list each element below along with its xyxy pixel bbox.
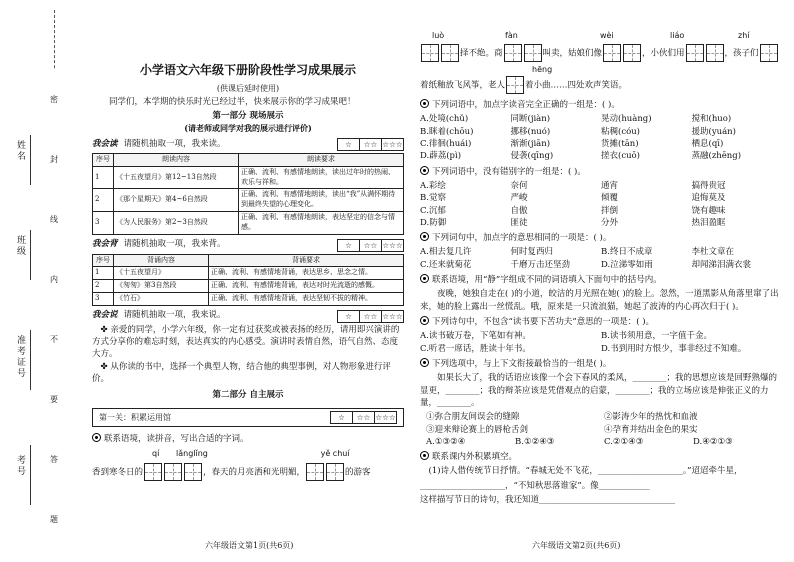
- q7-items: ①弥合朋友间误会的缝隙 ②影涛少年的热忱和血液 ③迎来辩论赛上的唇枪舌剑 ④孕育并结出金色的果实: [426, 412, 698, 435]
- table-row: 2 《匆匆》第3自然段 正确、流利、有感情地背诵，表达对时光流逝的感慨。: [93, 280, 404, 293]
- seal-words: 密 封 线 内 不 要 答 题: [47, 70, 61, 550]
- read-instr: 请随机抽取一项，我来读。: [123, 138, 226, 149]
- answer-grid[interactable]: [623, 44, 641, 62]
- part1-title: 第一部分 现场展示: [212, 110, 284, 121]
- q8-line-3: 这样描写节日的诗句，我还知道________________________________: [420, 495, 676, 506]
- table-header: 背诵要求: [209, 254, 404, 267]
- star-3[interactable]: ☆☆☆: [375, 413, 396, 423]
- table-header: 朗读内容: [114, 153, 239, 166]
- name-label: 姓名: [15, 140, 25, 162]
- table-header: 序号: [93, 153, 114, 166]
- star-3[interactable]: ☆☆☆: [382, 311, 403, 321]
- bullet-icon: [420, 316, 429, 325]
- question-8: 联系课内外积累填空。: [420, 450, 782, 463]
- q3-options: A.彩绘 奈何 通宵 搞得贵冠 B.觉察 严峻 倾覆 追悔莫及 C.沉郁 自傲 拌倒 饶有趣味 D.防御 匪徒 分外 热泪盈眶: [420, 180, 726, 228]
- pinyin: qí: [152, 448, 160, 458]
- stage-rating[interactable]: [330, 411, 397, 424]
- star-3[interactable]: ☆☆☆: [382, 240, 403, 250]
- answer-grid[interactable]: [144, 463, 162, 481]
- bullet-icon: [420, 358, 429, 367]
- pinyin: luò: [432, 31, 445, 40]
- read-section-header: [92, 138, 404, 151]
- question-1: 联系语境，读拼音，写出合适的字词。: [92, 432, 404, 446]
- star-2[interactable]: ☆☆: [359, 240, 381, 251]
- q8-line-2: ____________________，“不知秋思落谁家”。像____________: [420, 480, 650, 491]
- answer-grid[interactable]: [421, 44, 439, 62]
- q4-options: A.相去复几许 何时复西归 B.终日不成章 李杜文章在 C.还来就菊花 千磨万击还坚劲 D.泣涕零如雨 却闻涕泪满衣裳: [420, 247, 752, 270]
- recite-rating[interactable]: [337, 239, 404, 252]
- answer-grid[interactable]: [164, 463, 182, 481]
- pinyin: fàn: [505, 31, 518, 40]
- class-label: 班级: [15, 235, 25, 257]
- bullet-icon: [420, 232, 429, 241]
- bullet-icon: [420, 451, 429, 460]
- star-2[interactable]: ☆☆: [359, 311, 381, 322]
- table-header: 朗读要求: [239, 153, 404, 166]
- right-footer: 六年级语文第2页(共6页): [532, 541, 621, 550]
- q8-line-1: (1)诗人借传统节日抒情。“春城无处不飞花，____________________。”迢迢牵牛星，: [428, 466, 743, 477]
- question-5: 联系语境，用“静”字组成不同的词语填入下面句中的括号内。: [420, 273, 782, 286]
- answer-grid[interactable]: [326, 463, 344, 481]
- exam-no-label: 考号: [15, 455, 25, 477]
- recite-section-header: [92, 239, 404, 252]
- question-4: 下列词句中，加点字的意思相同的一项是：( )。: [420, 231, 782, 244]
- star-1[interactable]: ☆: [345, 311, 352, 321]
- fill-line-1: 择不绝。商 叫卖，姑娘们像 ，小伙们用 ，孩子们: [420, 44, 782, 62]
- answer-grid[interactable]: [706, 44, 724, 62]
- pinyin: yě chuí: [320, 448, 350, 458]
- star-1[interactable]: ☆: [345, 240, 352, 250]
- table-row: 3 《竹石》 正确、流利、有感情地背诵，表达坚韧不拔的精神。: [93, 292, 404, 305]
- star-3[interactable]: ☆☆☆: [382, 139, 403, 149]
- right-page: [420, 28, 782, 508]
- table-row: 3 《为人民服务》第2~3自然段 正确、流利、有感情地朗读，表达坚定的信念与情感。: [93, 211, 404, 234]
- name-line: [30, 135, 31, 185]
- table-row: 1 《十五夜望月》第12~13自然段 正确、流利、有感情地朗读，读出过年时的热闹、欢乐与祥和。: [93, 166, 404, 189]
- table-row: 1 《十五夜望月》 正确、流利、有感情地背诵，表达思乡、思念之情。: [93, 267, 404, 280]
- q1-sentence: 香到寒冬日的 ，春天的月亮洒和光明媚， 的游客: [92, 463, 404, 481]
- bullet-icon: [420, 166, 429, 175]
- part2-title: 第二部分 自主展示: [212, 390, 284, 401]
- speak-rating[interactable]: [337, 310, 404, 323]
- exam-no-line: [30, 445, 31, 505]
- pinyin: zhí: [738, 31, 750, 40]
- speak-section-header: [92, 310, 404, 323]
- question-7: 下列选项中，与上下文衔接最恰当的一组是( )。: [420, 357, 782, 370]
- recite-label: 我会背: [92, 239, 118, 250]
- pinyin: liáo: [670, 31, 685, 40]
- page-subtitle: (供课后延时使用): [216, 83, 280, 93]
- star-1[interactable]: ☆: [338, 413, 345, 423]
- q7-text: 如果长大了，我的话语应该像一个会下春风的柔风，________；我的思想应该是回野熟爆的显更，________；我的辩茶应该是凭借观点的启蒙，________；我的立场应该是伸张正义的力量，________。: [420, 373, 778, 408]
- star-1[interactable]: ☆: [345, 139, 352, 149]
- pinyin: hēng: [532, 65, 553, 74]
- stage-box: [92, 408, 404, 427]
- question-6: 下列诗句中，不包含“读书要下苦功夫”意思的一项是：( )。: [420, 315, 782, 328]
- pinyin: lǎnglǐng: [176, 448, 208, 458]
- answer-grid[interactable]: [184, 463, 202, 481]
- speak-item-2: ✤ 从你读的书中，选择一个典型人物，结合他的典型事例，对人物形象进行评价。: [92, 362, 391, 385]
- part1-note: (请老师或同学对我的展示进行评价): [184, 122, 312, 133]
- intro-text: 同学们，本学期的快乐时光已经过半，快来展示你的学习成果吧！: [109, 96, 356, 107]
- left-footer: 六年级语文第1页(共6页): [205, 541, 294, 550]
- q7-options: A.①③②④ B.①②④③ C.②①④③ D.④②①③: [426, 436, 733, 447]
- question-3: 下列词语中，没有错别字的一组是：( )。: [420, 165, 782, 178]
- table-header: 背诵内容: [114, 254, 209, 267]
- page-title: 小学语文六年级下册阶段性学习成果展示: [139, 63, 356, 77]
- q2-options: A.处境(chǔ) 同断(jiàn) 晃动(huàng) 搅和(huo) B.眯着(chōu) 挪移(nuó) 粘稠(cóu) 援助(yuán) C.徘徊(huái) 渐渐(jiān) 货摊(tān) 栖息(qī) D.薜荔(pì) 侵袭(qīng) 搓衣(cuō) 蒸融(zhēng): [420, 114, 742, 162]
- table-header: 序号: [93, 254, 114, 267]
- bullet-icon: [92, 433, 101, 442]
- fill-line-2: 着纸釉放飞风筝，老人 着小曲……四处欢声笑语。: [420, 76, 782, 94]
- read-rating[interactable]: [337, 138, 404, 151]
- class-line: [30, 230, 31, 280]
- answer-grid[interactable]: [524, 44, 542, 62]
- heng-pinyin-row: [420, 64, 782, 74]
- q5-text: 夜晚，她独自走在( )的小道，皎洁的月光照在她( )的脸上。忽然，一道黑影从角落里窜了出来，她的脸上露出一丝慌乱。哦，原来是一只流浪猫，她起了波涛的内心再次归于( )。: [420, 289, 779, 312]
- answer-grid[interactable]: [603, 44, 621, 62]
- answer-grid[interactable]: [506, 76, 524, 94]
- speak-item-1: ✤ 亲爱的同学，小学六年级，你一定有过获奖或被表扬的经历，请用即兴演讲的方式分享你的难忘时刻，表达真实的内心感受。演讲时表情自然，语气自然、态度大方。: [92, 324, 400, 359]
- read-label: 我会读: [92, 138, 118, 149]
- recite-table: [92, 254, 404, 306]
- speak-label: 我会说: [92, 310, 118, 321]
- recite-instr: 请随机抽取一项，我来背。: [123, 239, 226, 250]
- table-row: 2 《那个星期天》第4~6自然段 正确、流利、有感情地朗读，读出“我”从满怀期待到最终失望的心理变化。: [93, 189, 404, 212]
- answer-grid[interactable]: [306, 463, 324, 481]
- bullet-icon: [420, 99, 429, 108]
- answer-grid[interactable]: [760, 44, 778, 62]
- left-page: [92, 40, 404, 483]
- star-2[interactable]: ☆☆: [352, 412, 374, 423]
- speak-instr: 请随机抽取一项，我来说。: [123, 310, 226, 321]
- q1-pinyin-row: [92, 448, 404, 461]
- seat-label: 准考证号: [15, 335, 25, 379]
- top-pinyin-row: [420, 30, 782, 42]
- answer-grid[interactable]: [504, 44, 522, 62]
- answer-grid[interactable]: [441, 44, 459, 62]
- answer-grid[interactable]: [686, 44, 704, 62]
- bullet-icon: [420, 274, 429, 283]
- read-table: [92, 153, 404, 235]
- star-2[interactable]: ☆☆: [359, 139, 381, 150]
- pinyin: wèi: [600, 31, 614, 40]
- seat-line: [30, 330, 31, 390]
- stage-label: 第一关：积累运用馆: [99, 412, 171, 422]
- question-2: 下列词语中，加点字读音完全正确的一组是：( )。: [420, 98, 782, 111]
- q6-options: A.读书破万卷，下笔如有神。 B.读书须用意，一字值千金。 C.听君一席话，胜读十年书。 D.书到用时方恨少，事非经过不知难。: [420, 331, 747, 354]
